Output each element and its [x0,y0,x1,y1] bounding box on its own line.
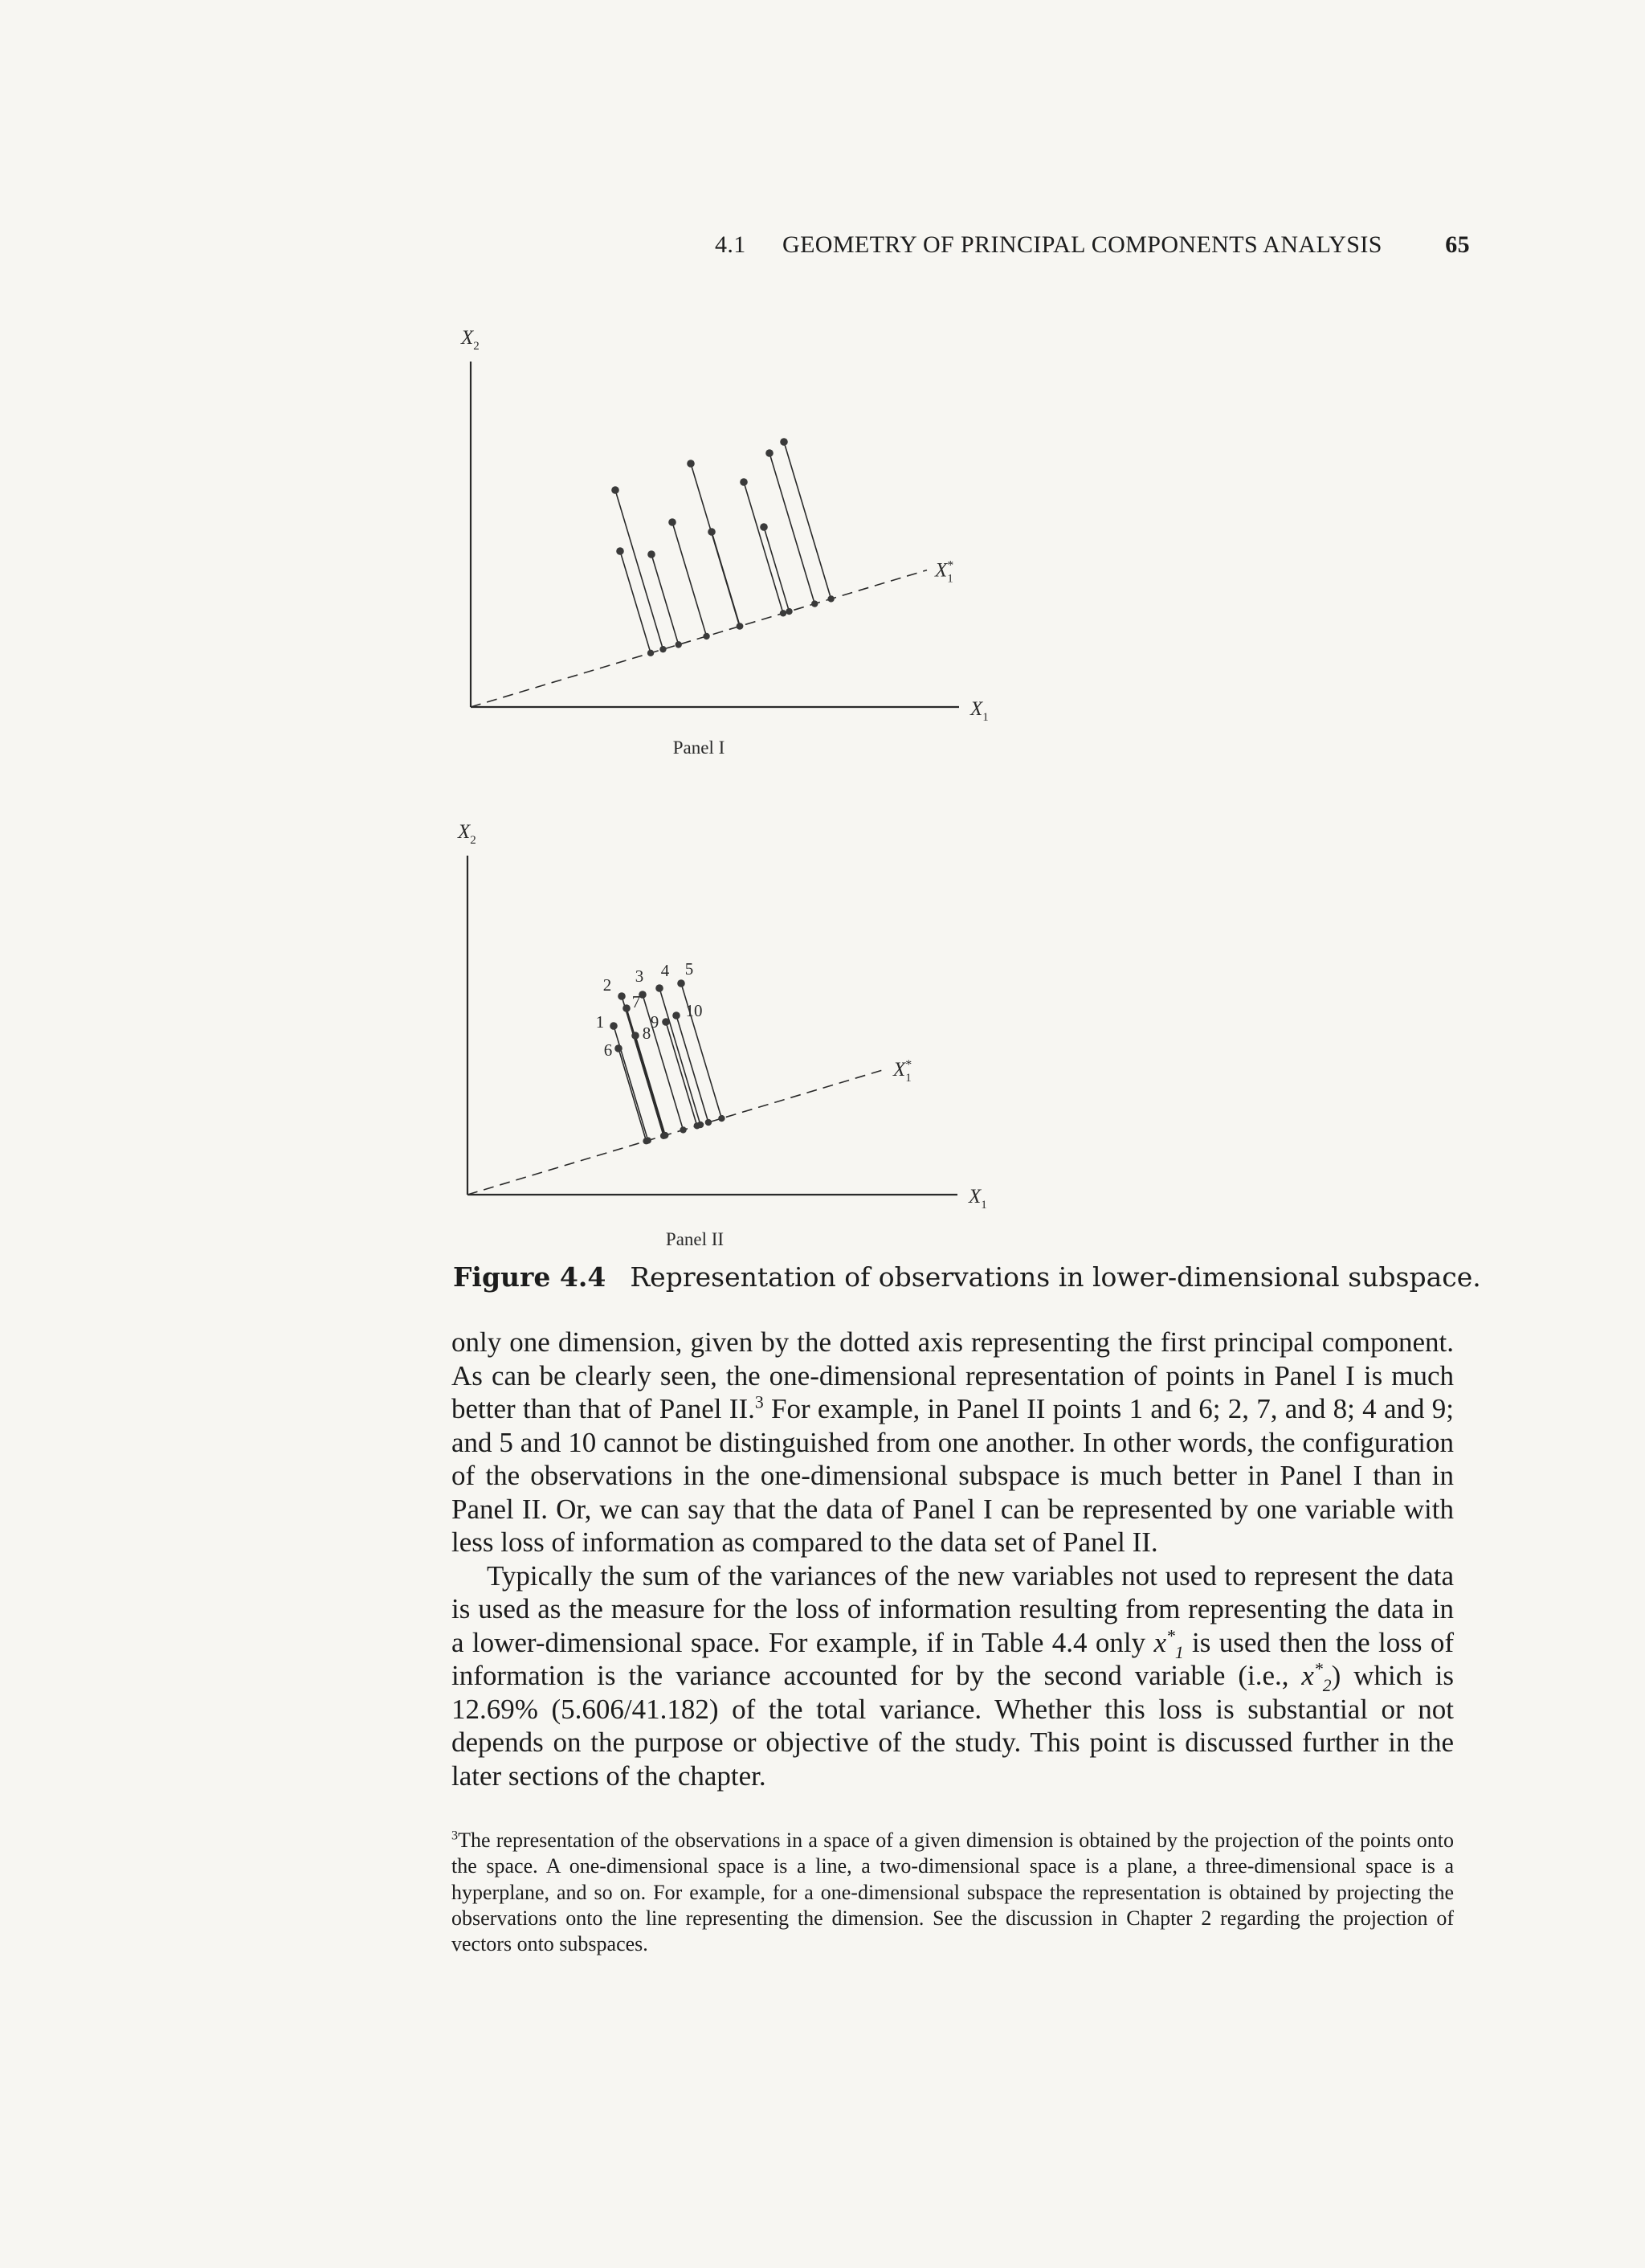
data-point [760,523,768,531]
data-point [618,992,626,1000]
math-var-x1star-base: x [1153,1626,1166,1658]
data-point [668,518,676,526]
projected-point [737,623,743,629]
panel-1 [450,317,1012,775]
principal-axis-label: X* 1 [893,1058,912,1085]
point-label: 5 [684,959,694,979]
figure-caption [453,1261,1481,1293]
point-label: 9 [650,1012,659,1032]
principal-axis-line [467,1069,885,1195]
paragraph-2-part-b: is used then the loss of information is the variance accounted for by the second variable (i.e., [451,1626,1454,1691]
data-point [616,547,624,555]
math-var-x2star-base: x [1301,1660,1314,1691]
projected-point [703,633,709,640]
point-label: 2 [602,975,612,995]
y-axis-label: $X_2$ [458,821,476,847]
data-point [622,1004,631,1012]
principal-axis-line [471,570,927,707]
projection-line [676,1015,708,1122]
section-number: 4.1 [715,231,746,258]
projected-point [676,641,682,648]
panel-1-chart [450,317,1012,775]
running-header [715,231,1470,267]
point-label: 1 [595,1012,605,1032]
page-number: 65 [1445,231,1470,258]
projected-point [680,1126,686,1133]
data-point [677,979,685,987]
data-point [672,1011,680,1020]
data-point [655,984,663,992]
footnote-marker: 3 [451,1829,459,1843]
projection-line [651,554,679,644]
paragraph-2-part-c: ) which is 12.69% (5.606/41.182) of the total variance. Whether this loss is substantial or not depends on the purpose or objective of the study. This point is discussed further in the later sections of the chapter. [451,1660,1454,1792]
data-point [610,1022,618,1030]
projection-line [744,482,783,613]
projection-line [769,453,814,604]
math-var-x2star: $x^*_2$ [1301,1659,1332,1695]
point-label: 10 [685,1001,703,1020]
paragraph-1-part-b: For example, in Panel II points 1 and 6; 2, 7, and 8; 4 and 9; and 5 and 10 cannot be distinguished from one another. In other words, the configuration of the observations in the one-dimensional subspace is much better in Panel I than in Panel II. Or, we can say that the data of Panel I can be represented by one variable with less loss of information as compared to the data set of Panel II. [451,1393,1455,1558]
projection-line [784,442,831,599]
data-point [740,478,748,486]
y-axis-label: $X_2$ [461,327,480,353]
projection-line [672,522,707,636]
data-point [631,1032,639,1040]
projection-line [666,1022,697,1126]
point-label: 7 [631,992,641,1011]
projection-line [764,527,790,611]
data-point [687,460,695,468]
point-label: 4 [660,961,670,980]
paragraph-1-part-a: only one dimension, given by the dotted axis representing the first principal component. As can be clearly seen, the one-dimensional representation of points in Panel I is much better than that of Panel II. [451,1326,1454,1424]
panel-title: Panel I [672,738,725,758]
footnote-text: The representation of the observations in a space of a given dimension is obtained by the projection of the points onto the space. A one-dimensional space is a line, a two-dimensional space is a plane, a three-dimensional space is a hyperplane, and so on. For example, for a one-dimensional subspace the representation is obtained by projecting the observations onto the line representing the dimension. See the discussion in Chapter 2 regarding the projection of vectors onto subspaces. [451,1829,1454,1956]
x-axis-label: $X_1$ [969,1186,987,1212]
math-var-x2star-sub: 2 [1322,1676,1332,1695]
projected-point [705,1119,712,1126]
body-text [451,1326,1454,1792]
x-axis-label: $X_1$ [970,698,989,724]
data-point [647,550,655,558]
data-point [780,438,788,446]
projected-point [647,650,654,656]
paragraph-2-part-a: Typically the sum of the variances of the new variables not used to represent the data is used as the measure for the loss of information resulting from representing the data in a lower-dimensional space. For example, if in Table 4.4 only [451,1559,1454,1658]
projected-point [643,1138,649,1144]
projection-line [620,551,651,653]
projected-point [811,600,818,607]
paragraph-2 [451,1559,1454,1793]
panel-title: Panel II [665,1229,725,1249]
projected-point [786,608,792,615]
data-point [662,1018,670,1026]
projected-point [662,1132,668,1138]
point-label: 8 [642,1024,651,1043]
projection-line [712,532,740,626]
data-point [611,486,619,494]
point-label: 3 [635,966,644,986]
panel-2 [450,807,1012,1257]
data-point [614,1044,622,1052]
math-var-x1star: $x^*_1$ [1153,1625,1184,1662]
paragraph-1 [451,1326,1454,1559]
data-point [708,528,716,536]
footnote-paragraph [451,1828,1454,1957]
panel-2-chart [450,807,1012,1257]
projected-point [780,610,786,616]
projected-point [827,595,834,602]
figure-caption-text: Representation of observations in lower-dimensional subspace. [630,1261,1481,1293]
projected-point [694,1122,700,1129]
projected-point [659,646,666,652]
projected-point [718,1115,725,1122]
running-title: GEOMETRY OF PRINCIPAL COMPONENTS ANALYSIS [782,231,1382,258]
math-var-x1star-sub: 1 [1174,1642,1184,1662]
projection-line [614,1026,648,1141]
principal-axis-label: X* 1 [935,558,954,586]
data-point [765,449,774,457]
footnote [451,1828,1454,1957]
figure-number: Figure 4.4 [453,1261,606,1293]
footnote-ref: 3 [754,1392,764,1412]
point-label: 6 [603,1040,613,1060]
